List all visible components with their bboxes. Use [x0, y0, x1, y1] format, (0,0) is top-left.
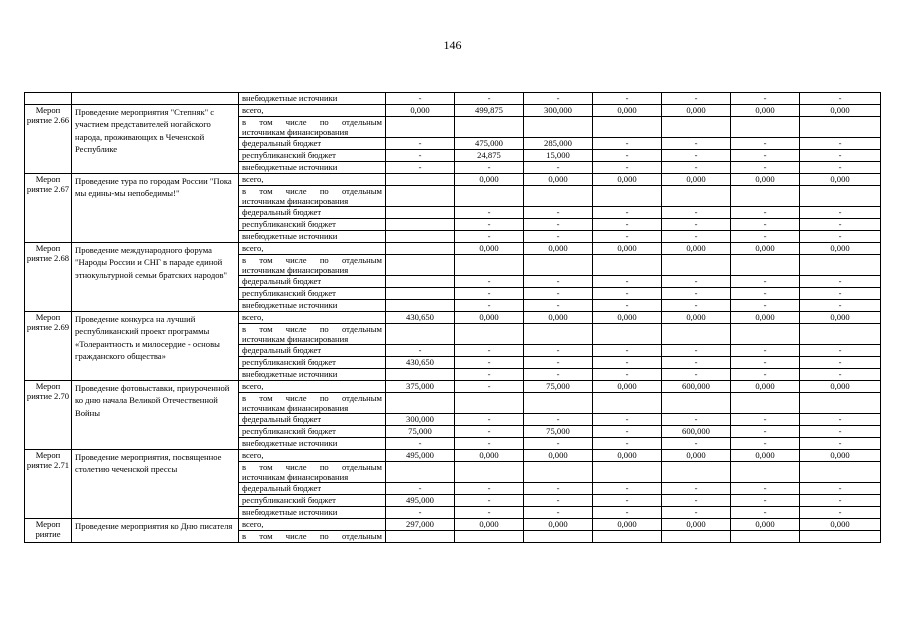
- value-cell: -: [731, 231, 800, 243]
- value-cell: -: [593, 483, 662, 495]
- value-cell: -: [524, 507, 593, 519]
- value-cell: [731, 393, 800, 414]
- event-name: Проведение мероприятия ко Дню писателя: [72, 519, 239, 543]
- value-cell: -: [593, 207, 662, 219]
- value-cell: -: [455, 345, 524, 357]
- value-cell: 0,000: [662, 450, 731, 462]
- value-cell: [386, 243, 455, 255]
- value-cell: -: [455, 207, 524, 219]
- value-cell: -: [662, 345, 731, 357]
- source-cell: внебюджетные источники: [239, 93, 386, 105]
- value-cell: -: [455, 483, 524, 495]
- event-code: Мероп риятие 2.70: [25, 381, 72, 450]
- value-cell: 15,000: [524, 150, 593, 162]
- event-code: Мероп риятие 2.68: [25, 243, 72, 312]
- table-row: [25, 174, 881, 186]
- value-cell: [593, 393, 662, 414]
- value-cell: -: [524, 438, 593, 450]
- value-cell: -: [386, 483, 455, 495]
- value-cell: 0,000: [800, 105, 881, 117]
- value-cell: 495,000: [386, 450, 455, 462]
- value-cell: 75,000: [386, 426, 455, 438]
- name-cell: [72, 93, 239, 105]
- value-cell: -: [524, 276, 593, 288]
- value-cell: -: [455, 231, 524, 243]
- table-row: [25, 243, 881, 255]
- value-cell: -: [731, 288, 800, 300]
- value-cell: -: [455, 438, 524, 450]
- value-cell: [386, 288, 455, 300]
- source-cell: федеральный бюджет: [239, 138, 386, 150]
- value-cell: -: [731, 207, 800, 219]
- value-cell: -: [731, 150, 800, 162]
- source-cell: федеральный бюджет: [239, 276, 386, 288]
- value-cell: -: [455, 93, 524, 105]
- value-cell: -: [800, 162, 881, 174]
- value-cell: -: [593, 495, 662, 507]
- value-cell: -: [524, 483, 593, 495]
- value-cell: -: [524, 231, 593, 243]
- value-cell: [386, 255, 455, 276]
- source-cell: в том числе по отдельным: [239, 531, 386, 543]
- value-cell: -: [524, 207, 593, 219]
- value-cell: 0,000: [800, 243, 881, 255]
- value-cell: -: [800, 495, 881, 507]
- value-cell: -: [455, 507, 524, 519]
- value-cell: -: [800, 300, 881, 312]
- value-cell: [386, 462, 455, 483]
- value-cell: [455, 255, 524, 276]
- table-row: [25, 105, 881, 117]
- value-cell: -: [386, 438, 455, 450]
- value-cell: [800, 531, 881, 543]
- value-cell: 0,000: [800, 174, 881, 186]
- value-cell: [731, 117, 800, 138]
- value-cell: [524, 324, 593, 345]
- source-cell: внебюджетные источники: [239, 231, 386, 243]
- table-row: [25, 312, 881, 324]
- event-name: Проведение фотовыставки, приуроченной ко дню начала Великой Отечественной Войны: [72, 381, 239, 450]
- event-name: Проведение международного форума "Народы России и СНГ в параде единой этнокультурной семьи братских народов": [72, 243, 239, 312]
- value-cell: [662, 255, 731, 276]
- value-cell: -: [455, 357, 524, 369]
- value-cell: -: [800, 288, 881, 300]
- value-cell: [593, 117, 662, 138]
- value-cell: -: [386, 138, 455, 150]
- source-cell: в том числе по отдельным источникам финансирования: [239, 393, 386, 414]
- value-cell: -: [386, 162, 455, 174]
- event-code: Мероп риятие 2.66: [25, 105, 72, 174]
- value-cell: 75,000: [524, 426, 593, 438]
- value-cell: [800, 186, 881, 207]
- value-cell: -: [386, 507, 455, 519]
- value-cell: [386, 324, 455, 345]
- value-cell: [386, 393, 455, 414]
- value-cell: [662, 531, 731, 543]
- value-cell: 285,000: [524, 138, 593, 150]
- value-cell: 430,650: [386, 312, 455, 324]
- source-cell: республиканский бюджет: [239, 426, 386, 438]
- value-cell: [386, 531, 455, 543]
- value-cell: -: [593, 288, 662, 300]
- value-cell: -: [386, 93, 455, 105]
- value-cell: -: [593, 300, 662, 312]
- value-cell: [386, 219, 455, 231]
- value-cell: [731, 531, 800, 543]
- value-cell: -: [593, 231, 662, 243]
- value-cell: [800, 117, 881, 138]
- value-cell: -: [662, 231, 731, 243]
- value-cell: -: [731, 414, 800, 426]
- value-cell: -: [800, 414, 881, 426]
- value-cell: 0,000: [386, 105, 455, 117]
- value-cell: 0,000: [800, 450, 881, 462]
- value-cell: 24,875: [455, 150, 524, 162]
- value-cell: -: [455, 162, 524, 174]
- value-cell: -: [662, 150, 731, 162]
- value-cell: -: [731, 438, 800, 450]
- value-cell: 0,000: [593, 519, 662, 531]
- value-cell: -: [455, 219, 524, 231]
- value-cell: [593, 255, 662, 276]
- value-cell: -: [731, 483, 800, 495]
- event-name: Проведение конкурса на лучший республиканский проект программы «Толерантность и милосердие - основы гражданского общества»: [72, 312, 239, 381]
- value-cell: -: [731, 345, 800, 357]
- value-cell: [800, 462, 881, 483]
- value-cell: 300,000: [386, 414, 455, 426]
- table-row: [25, 519, 881, 531]
- value-cell: [593, 531, 662, 543]
- value-cell: -: [731, 93, 800, 105]
- source-cell: внебюджетные источники: [239, 438, 386, 450]
- value-cell: 0,000: [455, 243, 524, 255]
- value-cell: -: [524, 414, 593, 426]
- value-cell: 600,000: [662, 426, 731, 438]
- value-cell: -: [524, 345, 593, 357]
- value-cell: -: [524, 288, 593, 300]
- value-cell: [800, 393, 881, 414]
- value-cell: -: [731, 507, 800, 519]
- value-cell: 430,650: [386, 357, 455, 369]
- value-cell: -: [593, 426, 662, 438]
- source-cell: в том числе по отдельным источникам финансирования: [239, 462, 386, 483]
- value-cell: -: [455, 288, 524, 300]
- value-cell: [593, 186, 662, 207]
- source-cell: в том числе по отдельным источникам финансирования: [239, 186, 386, 207]
- code-cell: [25, 93, 72, 105]
- value-cell: 0,000: [524, 450, 593, 462]
- value-cell: 0,000: [800, 381, 881, 393]
- source-cell: всего,: [239, 450, 386, 462]
- source-cell: республиканский бюджет: [239, 495, 386, 507]
- value-cell: 0,000: [593, 243, 662, 255]
- value-cell: -: [662, 93, 731, 105]
- value-cell: -: [593, 369, 662, 381]
- value-cell: -: [800, 93, 881, 105]
- value-cell: 0,000: [731, 174, 800, 186]
- event-code: Мероп риятие 2.69: [25, 312, 72, 381]
- value-cell: -: [455, 426, 524, 438]
- value-cell: 475,000: [455, 138, 524, 150]
- source-cell: внебюджетные источники: [239, 300, 386, 312]
- value-cell: -: [593, 438, 662, 450]
- value-cell: 0,000: [731, 381, 800, 393]
- value-cell: -: [800, 426, 881, 438]
- value-cell: 0,000: [662, 519, 731, 531]
- table-row: [25, 450, 881, 462]
- value-cell: -: [731, 369, 800, 381]
- value-cell: -: [662, 369, 731, 381]
- value-cell: -: [731, 276, 800, 288]
- event-name: Проведение тура по городам России "Пока мы едины-мы непобедимы!": [72, 174, 239, 243]
- value-cell: 0,000: [731, 519, 800, 531]
- table-row: [25, 381, 881, 393]
- source-cell: республиканский бюджет: [239, 219, 386, 231]
- value-cell: 600,000: [662, 381, 731, 393]
- source-cell: республиканский бюджет: [239, 288, 386, 300]
- source-cell: всего,: [239, 243, 386, 255]
- value-cell: 75,000: [524, 381, 593, 393]
- source-cell: федеральный бюджет: [239, 207, 386, 219]
- value-cell: -: [455, 369, 524, 381]
- source-cell: всего,: [239, 312, 386, 324]
- value-cell: [386, 117, 455, 138]
- value-cell: -: [593, 414, 662, 426]
- value-cell: -: [524, 495, 593, 507]
- value-cell: -: [731, 162, 800, 174]
- value-cell: -: [524, 162, 593, 174]
- value-cell: -: [731, 300, 800, 312]
- value-cell: -: [662, 357, 731, 369]
- value-cell: -: [800, 231, 881, 243]
- value-cell: [800, 255, 881, 276]
- value-cell: 499,875: [455, 105, 524, 117]
- value-cell: -: [662, 138, 731, 150]
- value-cell: -: [455, 381, 524, 393]
- event-name: Проведение мероприятия, посвященное столетию чеченской прессы: [72, 450, 239, 519]
- value-cell: 297,000: [386, 519, 455, 531]
- value-cell: -: [593, 507, 662, 519]
- value-cell: -: [593, 162, 662, 174]
- value-cell: -: [731, 495, 800, 507]
- value-cell: -: [593, 345, 662, 357]
- value-cell: [662, 186, 731, 207]
- value-cell: -: [662, 207, 731, 219]
- value-cell: -: [455, 276, 524, 288]
- source-cell: в том числе по отдельным источникам финансирования: [239, 324, 386, 345]
- value-cell: [386, 231, 455, 243]
- value-cell: 0,000: [593, 450, 662, 462]
- value-cell: -: [455, 414, 524, 426]
- value-cell: [386, 369, 455, 381]
- source-cell: республиканский бюджет: [239, 150, 386, 162]
- value-cell: -: [800, 345, 881, 357]
- value-cell: [524, 462, 593, 483]
- value-cell: -: [524, 219, 593, 231]
- source-cell: республиканский бюджет: [239, 357, 386, 369]
- value-cell: -: [524, 93, 593, 105]
- value-cell: 0,000: [800, 519, 881, 531]
- value-cell: [455, 531, 524, 543]
- value-cell: [455, 462, 524, 483]
- value-cell: -: [593, 276, 662, 288]
- value-cell: 0,000: [593, 105, 662, 117]
- source-cell: федеральный бюджет: [239, 414, 386, 426]
- value-cell: -: [662, 288, 731, 300]
- value-cell: -: [800, 219, 881, 231]
- value-cell: [524, 531, 593, 543]
- value-cell: 0,000: [455, 450, 524, 462]
- value-cell: 0,000: [524, 243, 593, 255]
- value-cell: 300,000: [524, 105, 593, 117]
- budget-table-body: [25, 93, 881, 543]
- value-cell: [731, 186, 800, 207]
- source-cell: внебюджетные источники: [239, 369, 386, 381]
- value-cell: 0,000: [662, 243, 731, 255]
- value-cell: [593, 324, 662, 345]
- value-cell: [524, 186, 593, 207]
- value-cell: -: [731, 426, 800, 438]
- value-cell: [731, 324, 800, 345]
- value-cell: -: [593, 138, 662, 150]
- value-cell: [386, 300, 455, 312]
- budget-table: [24, 92, 881, 543]
- page-number: 146: [443, 38, 462, 52]
- source-cell: всего,: [239, 381, 386, 393]
- value-cell: 0,000: [731, 450, 800, 462]
- value-cell: 0,000: [731, 105, 800, 117]
- source-cell: всего,: [239, 519, 386, 531]
- value-cell: [662, 462, 731, 483]
- value-cell: -: [524, 300, 593, 312]
- value-cell: 0,000: [731, 243, 800, 255]
- value-cell: [662, 324, 731, 345]
- value-cell: [593, 462, 662, 483]
- value-cell: -: [800, 150, 881, 162]
- value-cell: -: [731, 138, 800, 150]
- value-cell: -: [800, 438, 881, 450]
- value-cell: [662, 393, 731, 414]
- value-cell: -: [662, 162, 731, 174]
- value-cell: 0,000: [455, 174, 524, 186]
- value-cell: -: [731, 219, 800, 231]
- value-cell: -: [662, 438, 731, 450]
- value-cell: -: [800, 276, 881, 288]
- event-code: Мероп риятие: [25, 519, 72, 543]
- value-cell: -: [662, 414, 731, 426]
- value-cell: -: [662, 276, 731, 288]
- source-cell: федеральный бюджет: [239, 483, 386, 495]
- value-cell: [524, 117, 593, 138]
- source-cell: внебюджетные источники: [239, 162, 386, 174]
- value-cell: -: [800, 207, 881, 219]
- value-cell: 0,000: [593, 312, 662, 324]
- source-cell: всего,: [239, 174, 386, 186]
- value-cell: 0,000: [800, 312, 881, 324]
- value-cell: -: [524, 369, 593, 381]
- value-cell: 495,000: [386, 495, 455, 507]
- value-cell: [731, 462, 800, 483]
- value-cell: [455, 186, 524, 207]
- source-cell: в том числе по отдельным источникам финансирования: [239, 117, 386, 138]
- value-cell: -: [731, 357, 800, 369]
- value-cell: [455, 393, 524, 414]
- value-cell: 0,000: [524, 174, 593, 186]
- value-cell: -: [662, 495, 731, 507]
- value-cell: [524, 255, 593, 276]
- value-cell: [662, 117, 731, 138]
- event-code: Мероп риятие 2.71: [25, 450, 72, 519]
- value-cell: -: [386, 150, 455, 162]
- event-name: Проведение мероприятия "Степняк" с участием представителей ногайского народа, проживающих в Чеченской Республике: [72, 105, 239, 174]
- value-cell: [731, 255, 800, 276]
- value-cell: -: [662, 483, 731, 495]
- value-cell: -: [800, 507, 881, 519]
- value-cell: 0,000: [455, 519, 524, 531]
- value-cell: [800, 324, 881, 345]
- value-cell: 0,000: [662, 105, 731, 117]
- value-cell: [455, 324, 524, 345]
- value-cell: 0,000: [662, 312, 731, 324]
- value-cell: -: [800, 357, 881, 369]
- source-cell: федеральный бюджет: [239, 345, 386, 357]
- value-cell: [386, 174, 455, 186]
- value-cell: [386, 276, 455, 288]
- value-cell: -: [800, 483, 881, 495]
- value-cell: 0,000: [524, 312, 593, 324]
- value-cell: -: [662, 300, 731, 312]
- value-cell: -: [386, 345, 455, 357]
- value-cell: -: [800, 138, 881, 150]
- value-cell: 0,000: [455, 312, 524, 324]
- source-cell: внебюджетные источники: [239, 507, 386, 519]
- value-cell: -: [455, 300, 524, 312]
- value-cell: 0,000: [524, 519, 593, 531]
- value-cell: -: [662, 219, 731, 231]
- value-cell: -: [593, 150, 662, 162]
- event-code: Мероп риятие 2.67: [25, 174, 72, 243]
- value-cell: [386, 186, 455, 207]
- value-cell: 0,000: [662, 174, 731, 186]
- value-cell: [455, 117, 524, 138]
- value-cell: 0,000: [731, 312, 800, 324]
- value-cell: -: [662, 507, 731, 519]
- value-cell: [524, 393, 593, 414]
- value-cell: -: [593, 219, 662, 231]
- value-cell: -: [455, 495, 524, 507]
- value-cell: [386, 207, 455, 219]
- source-cell: всего,: [239, 105, 386, 117]
- table-row: [25, 93, 881, 105]
- source-cell: в том числе по отдельным источникам финансирования: [239, 255, 386, 276]
- value-cell: 0,000: [593, 381, 662, 393]
- value-cell: 0,000: [593, 174, 662, 186]
- value-cell: -: [593, 357, 662, 369]
- value-cell: -: [800, 369, 881, 381]
- value-cell: 375,000: [386, 381, 455, 393]
- value-cell: -: [593, 93, 662, 105]
- value-cell: -: [524, 357, 593, 369]
